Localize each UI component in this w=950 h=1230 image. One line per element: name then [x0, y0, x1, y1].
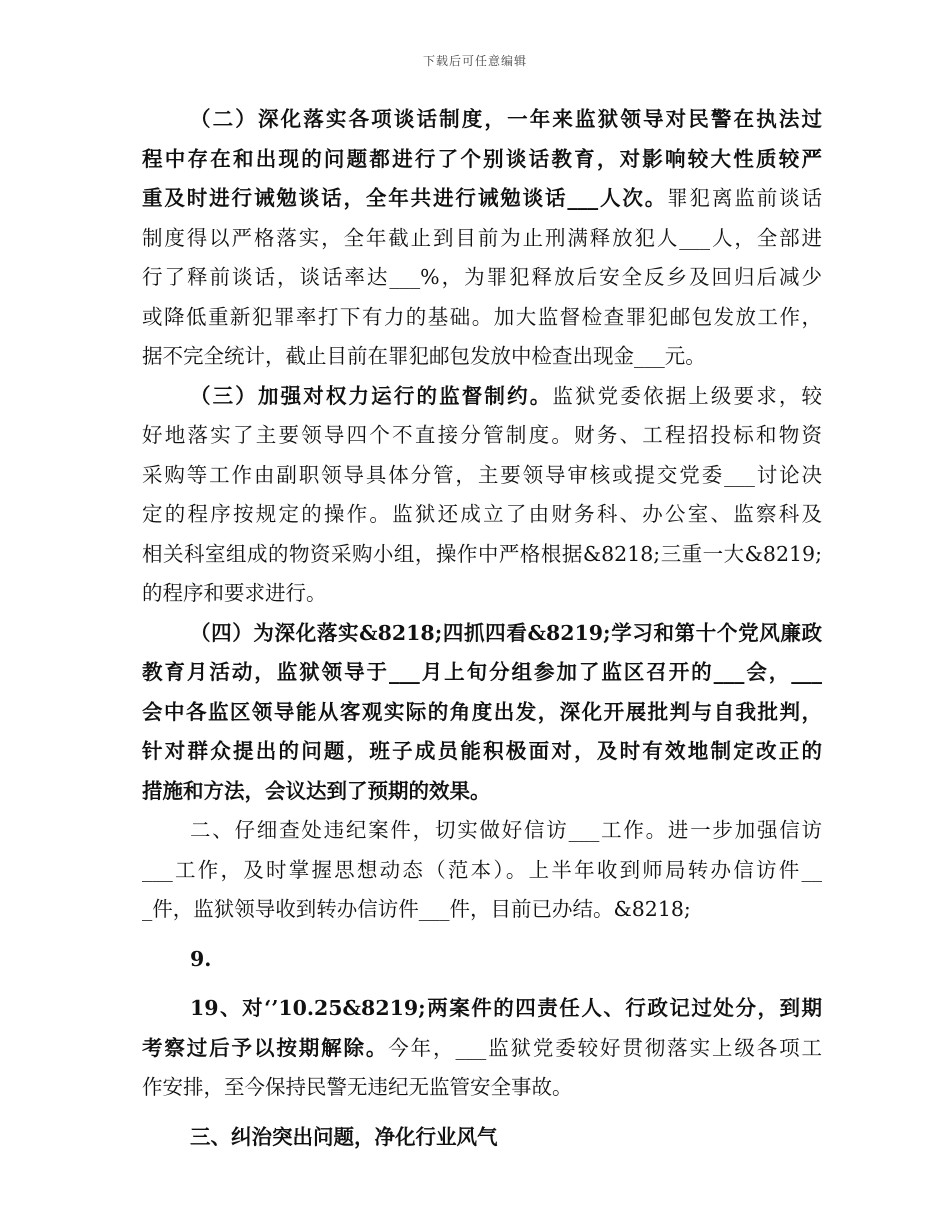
text-line-main: 制度得以严格落实，全年截止到目前为止刑满释放犯人___人，全部进	[142, 225, 822, 250]
text-line-main: 作安排，至今保持民警无违纪无监管安全事故。	[142, 1075, 573, 1099]
text-line-main: （二）深化落实各项谈话制度，一年来监狱领导对民警在执法过	[190, 107, 822, 131]
text-line	[142, 456, 822, 496]
text-line-main: ___工作，及时掌握思想动态（范本）。上半年收到师局转办信访件__	[142, 857, 822, 882]
text-line	[142, 140, 822, 180]
text-line	[142, 535, 822, 575]
text-line	[142, 772, 822, 812]
text-line	[142, 1118, 822, 1158]
text-line	[142, 179, 822, 219]
text-line-main: 据不完全统计，截止目前在罪犯邮包发放中检查出现金___元。	[142, 344, 706, 368]
text-line	[142, 258, 822, 298]
text-line	[142, 890, 822, 930]
text-line	[142, 574, 822, 614]
text-line-main: 19、对‘’10.25&8219;两案件的四责任人、行政记过处分，到期	[190, 996, 822, 1020]
text-line-main: （三）加强对权力运行的监督制约。	[190, 383, 553, 408]
text-line-main: 程中存在和出现的问题都进行了个别谈话教育，对影响较大性质较严	[142, 146, 822, 171]
text-line	[142, 989, 822, 1029]
text-line-main: 相关科室组成的物资采购小组，操作中严格根据&8218;三重一大&8219;	[142, 541, 822, 566]
text-line	[142, 1029, 822, 1069]
text-line-main: 三、纠治突出问题，净化行业风气	[190, 1124, 498, 1149]
text-line-main: 重及时进行诫勉谈话，全年共进行诫勉谈话___人次。	[142, 186, 668, 210]
text-line-main: 好地落实了主要领导四个不直接分管制度。财务、工程招投标和物资	[142, 423, 822, 447]
text-line-main: 的程序和要求进行。	[142, 581, 327, 605]
text-line-rest: 监狱党委依据上级要求，较	[552, 383, 823, 408]
text-line-main: 或降低重新犯罪率打下有力的基础。加大监督检查罪犯邮包发放工作，	[142, 304, 822, 329]
text-line	[142, 298, 822, 338]
text-line-main: 措施和方法，会议达到了预期的效果。	[142, 778, 491, 803]
text-line	[142, 653, 822, 693]
text-line	[142, 811, 822, 851]
text-line	[142, 1068, 822, 1108]
text-line-rest: 今年，___监狱党委较好贯彻落实上级各项工	[388, 1035, 823, 1060]
text-line	[142, 337, 822, 377]
text-line-main: 采购等工作由副职领导具体分管，主要领导审核或提交党委___讨论决	[142, 462, 822, 487]
text-line	[142, 614, 822, 654]
text-line	[142, 851, 822, 891]
text-line	[142, 732, 822, 772]
text-line-main: 行了释前谈话，谈话率达___%，为罪犯释放后安全反乡及回归后减少	[142, 265, 822, 289]
text-line-main: 9.	[190, 946, 212, 971]
text-line	[142, 416, 822, 456]
text-line-main: 二、仔细查处违纪案件，切实做好信访___工作。进一步加强信访	[190, 818, 822, 842]
text-line	[142, 495, 822, 535]
text-line-rest: 罪犯离监前谈话	[667, 186, 822, 210]
text-line-main: 教育月活动，监狱领导于___月上旬分组参加了监区召开的___会，___	[142, 660, 822, 684]
text-line-main: （四）为深化落实&8218;四抓四看&8219;学习和第十个党风廉政	[190, 620, 822, 645]
text-line	[142, 693, 822, 733]
text-line	[142, 377, 822, 417]
text-line	[142, 940, 822, 980]
text-line-main: 针对群众提出的问题，班子成员能积极面对，及时有效地制定改正的	[142, 739, 822, 763]
text-line	[142, 219, 822, 259]
text-line-main: _件，监狱领导收到转办信访件___件，目前已办结。&8218;	[142, 897, 691, 921]
document-body	[142, 100, 822, 1157]
page-header: 下载后可任意编辑	[422, 54, 527, 68]
text-line-main: 定的程序按规定的操作。监狱还成立了由财务科、办公室、监察科及	[142, 502, 822, 526]
text-line-main: 会中各监区领导能从客观实际的角度出发，深化开展批判与自我批判，	[142, 699, 822, 724]
text-line-main: 考察过后予以按期解除。	[142, 1035, 389, 1060]
text-line	[142, 100, 822, 140]
